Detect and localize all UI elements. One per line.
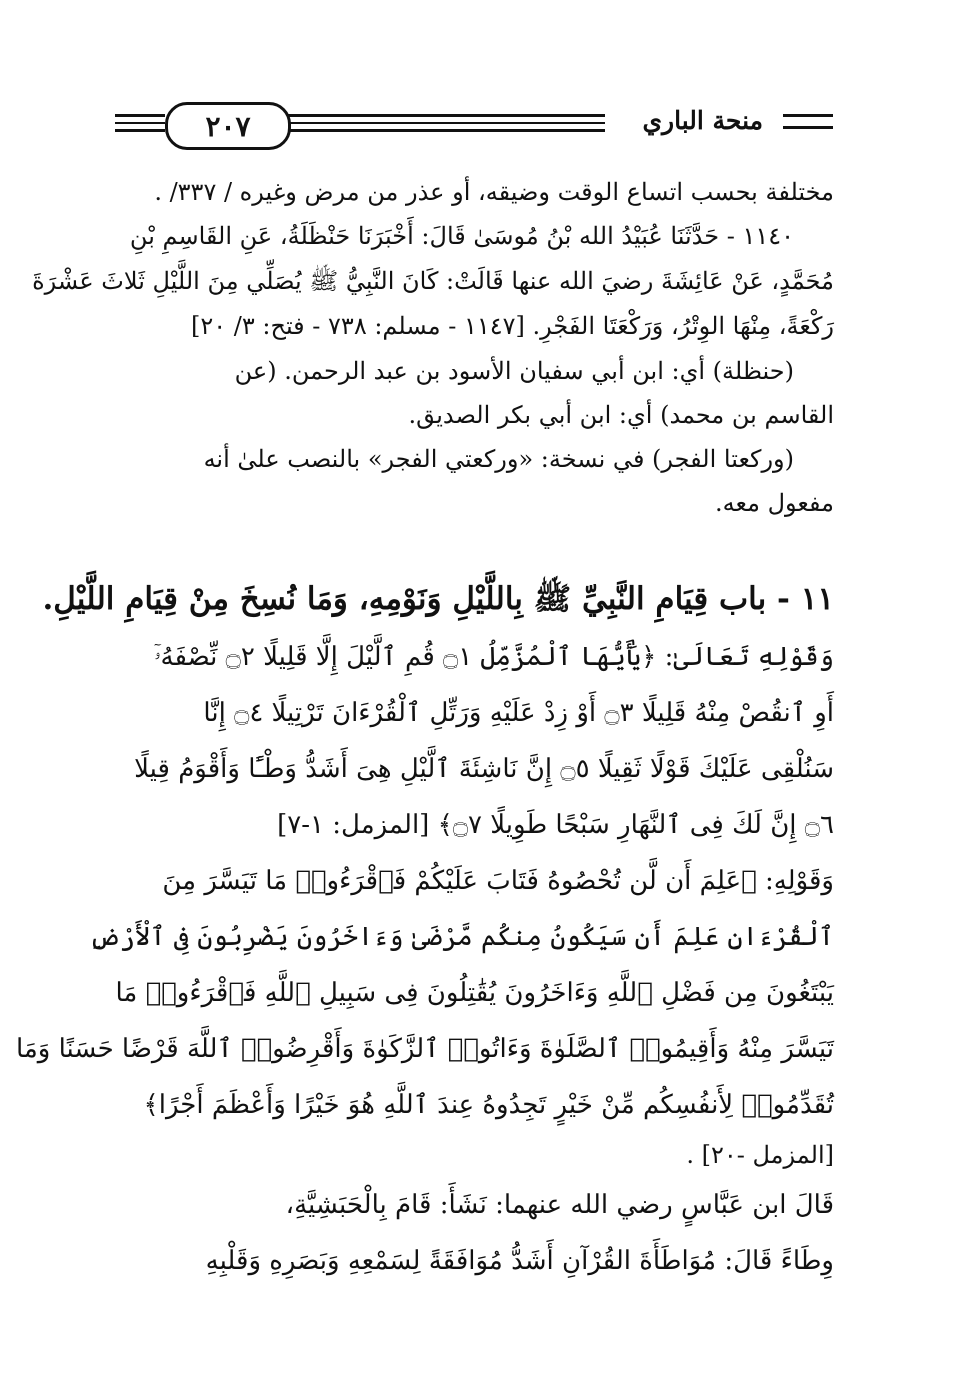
running-title: منحة الباري xyxy=(642,106,763,135)
commentary-line: (وركعتا الفجر) في نسخة: «وركعتي الفجر» بالنصب علىٰ أنه xyxy=(203,445,794,473)
quran-line: ٱلْقُرْءَانِ عَلِمَ أَن سَيَكُونُ مِنكُم مَّرْضَىٰ وَءَاخَرُونَ يَضْرِبُونَ فِى ٱلْأَرْضِ xyxy=(89,922,834,952)
page-header xyxy=(115,98,833,158)
text-line: مختلفة بحسب اتساع الوقت وضيقه، أو عذر من مرض وغيره / ٣٣٧/ . xyxy=(154,178,834,206)
page-number-badge xyxy=(165,102,291,150)
header-rule-right-bottom xyxy=(783,126,833,129)
commentary-line: القاسم بن محمد) أي: ابن أبي بكر الصديق. xyxy=(408,401,834,429)
quran-line: وَقَوْلِهِ تَعَالَىٰ: ﴿يَٰأَيُّهَا ٱلْمُزَّمِّلُ ۝١ قُمِ ٱلَّيْلَ إِلَّا قَلِيلًا ۝٢ نِّصْفَهُۥٓ xyxy=(154,642,834,672)
page-content xyxy=(15,170,834,1289)
header-rule-center-mid xyxy=(285,122,605,124)
hadith-line: ١١٤٠ - حَدَّثَنَا عُبَيْدُ الله بْنُ مُوسَىٰ قَالَ: أَخْبَرَنَا حَنْظَلَةُ، عَنِ القَاسِمِ بْنِ xyxy=(129,222,794,250)
commentary-line: مفعول معه. xyxy=(715,489,834,517)
chapter-heading: ١١ - باب قِيَامِ النَّبِيِّ ﷺ بِاللَّيْلِ وَنَوْمِهِ، وَمَا نُسِخَ مِنْ قِيَامِ اللَّيْلِ. xyxy=(42,581,834,617)
quran-line: ۝٦ إِنَّ لَكَ فِى ٱلنَّهَارِ سَبْحًا طَوِيلًا ۝٧﴾ [المزمل: ١-٧] xyxy=(277,810,834,840)
header-rule-left-mid xyxy=(115,122,165,124)
commentary-line: وِطَاءً قَالَ: مُوَاطَأَةَ القُرْآنِ أَشَدُّ مُوَافَقَةً لِسَمْعِهِ وَبَصَرِهِ وَقَلْبِهِ xyxy=(205,1246,834,1276)
quran-reference: [المزمل -٢٠] . xyxy=(686,1141,834,1169)
header-rule-center-top xyxy=(285,114,605,117)
quran-line: تُقَدِّمُوا۟ لِأَنفُسِكُم مِّنْ خَيْرٍ تَجِدُوهُ عِندَ ٱللَّهِ هُوَ خَيْرًا وَأَعْظَمَ أَجْرًا﴾ xyxy=(143,1090,834,1120)
header-rule-right-top xyxy=(783,114,833,117)
quran-line: تَيَسَّرَ مِنْهُ وَأَقِيمُوا۟ ٱلصَّلَوٰةَ وَءَاتُوا۟ ٱلزَّكَوٰةَ وَأَقْرِضُوا۟ ٱللَّهَ قَرْضًا حَسَنًا وَمَا xyxy=(15,1034,834,1064)
quran-line: أَوِ ٱنقُصْ مِنْهُ قَلِيلًا ۝٣ أَوْ زِدْ عَلَيْهِ وَرَتِّلِ ٱلْقُرْءَانَ تَرْتِيلًا ۝٤ إِنَّا xyxy=(203,698,834,728)
quran-line: وَقَوْلِهِ: ﴿عَلِمَ أَن لَّن تُحْصُوهُ فَتَابَ عَلَيْكُمْ فَٱقْرَءُوا۟ مَا تَيَسَّرَ مِنَ xyxy=(162,866,834,896)
header-rule-left-bottom xyxy=(115,129,165,132)
page-number: ٢٠٧ xyxy=(205,109,251,143)
hadith-line: رَكْعَةً، مِنْهَا الوِتْرُ، وَرَكْعَتَا الفَجْرِ. [١١٤٧ - مسلم: ٧٣٨ - فتح: ٣/ ٢٠] xyxy=(190,312,834,340)
commentary-line: قَالَ ابن عَبَّاسٍ رضي الله عنهما: نَشَأَ: قَامَ بِالْحَبَشِيَّةِ، xyxy=(285,1190,834,1220)
header-rule-left-top xyxy=(115,114,165,117)
commentary-line: (حنظلة) أي: ابن أبي سفيان الأسود بن عبد الرحمن. (عن xyxy=(234,357,794,385)
hadith-line: مُحَمَّدٍ، عَنْ عَائِشَةَ رضيَ الله عنها قَالَتْ: كَانَ النَّبِيُّ ﷺ يُصَلِّي مِنَ اللَّيْلِ ثَلاثَ عَشْرَةَ xyxy=(32,267,834,295)
quran-line: يَبْتَغُونَ مِن فَضْلِ ٱللَّهِ وَءَاخَرُونَ يُقَٰتِلُونَ فِى سَبِيلِ ٱللَّهِ فَٱقْرَءُوا۟ مَا xyxy=(115,978,834,1008)
header-rule-center-bottom xyxy=(285,129,605,132)
quran-line: سَنُلْقِى عَلَيْكَ قَوْلًا ثَقِيلًا ۝٥ إِنَّ نَاشِئَةَ ٱلَّيْلِ هِىَ أَشَدُّ وَطْـًٔا وَأَقْوَمُ قِيلًا xyxy=(134,754,834,784)
